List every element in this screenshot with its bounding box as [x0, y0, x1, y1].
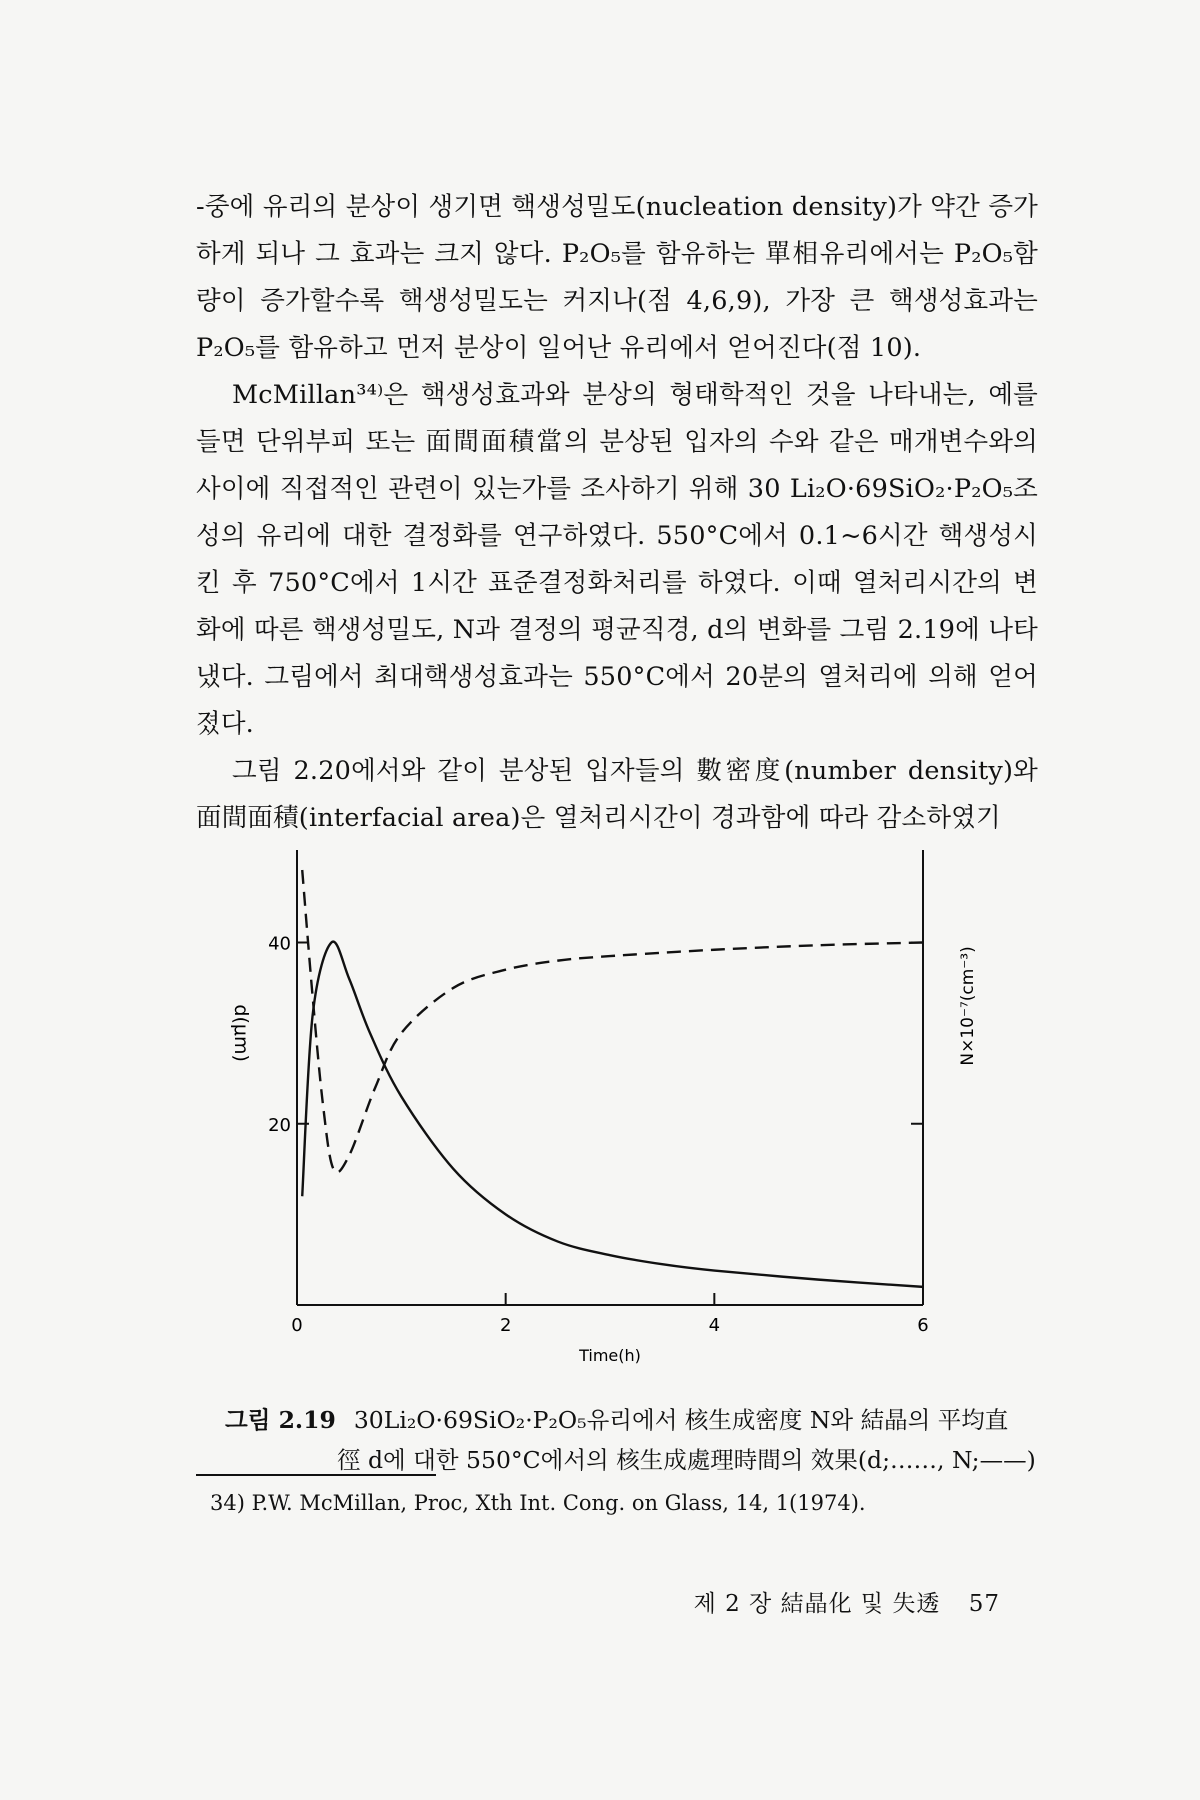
chapter-title: 제 2 장 結晶化 및 失透: [693, 1591, 941, 1617]
paragraph-3: 그림 2.20에서와 같이 분상된 입자들의 數密度(number density)와 面間面積(interfacial area)은 열처리시간이 경과함에 따라 감소하였기: [196, 756, 1038, 833]
page-number: 57: [968, 1591, 1000, 1617]
footnote: 34) P.W. McMillan, Proc, Xth Int. Cong. on Glass, 14, 1(1974).: [210, 1491, 866, 1515]
y-axis-label-right: N×10⁻⁷(cm⁻³): [958, 946, 978, 1066]
series-line-N: [302, 870, 923, 1172]
x-tick-label: 0: [291, 1315, 303, 1336]
body-text: [196, 184, 1038, 842]
caption-line-1: [225, 1400, 1055, 1440]
y-tick-label: 40: [268, 933, 291, 955]
x-tick-label: 4: [708, 1315, 721, 1336]
figure-2-19: [205, 850, 1025, 1370]
figure-caption: [225, 1400, 1055, 1480]
series-line-d: [302, 942, 923, 1287]
paragraph-1: -중에 유리의 분상이 생기면 핵생성밀도(nucleation density)가 약간 증가하게 되나 그 효과는 크지 않다. P₂O₅를 함유하는 單相유리에서는 P₂O₅함량이 증가할수록 핵생성밀도는 커지나(점 4,6,9), 가장 큰 핵생성효과는 P₂O₅를 함유하고 먼저 분상이 일어난 유리에서 얻어진다(점 10).: [196, 192, 1038, 363]
page-footer: [694, 1585, 1000, 1618]
nucleation-chart: [205, 850, 1025, 1370]
x-axis-label: Time(h): [579, 1346, 641, 1365]
y-tick-label: 20: [268, 1114, 291, 1136]
y-axis-label-left: d(μm): [230, 1004, 252, 1062]
footnote-divider: [196, 1474, 436, 1476]
paragraph-2: McMillan³⁴⁾은 핵생성효과와 분상의 형태학적인 것을 나타내는, 예를 들면 단위부피 또는 面間面積當의 분상된 입자의 수와 같은 매개변수와의 사이에 직접적인 관련이 있는가를 조사하기 위해 30 Li₂O·69SiO₂·P₂O₅조성의 유리에 대한 결정화를 연구하였다. 550°C에서 0.1~6시간 핵생성시킨 후 750°C에서 1시간 표준결정화처리를 하였다. 이때 열처리시간의 변화에 따른 핵생성밀도, N과 결정의 평균직경, d의 변화를 그림 2.19에 나타냈다. 그림에서 최대핵생성효과는 550°C에서 20분의 열처리에 의해 얻어졌다.: [196, 380, 1038, 739]
x-tick-label: 2: [499, 1315, 512, 1336]
caption-line-2: 徑 d에 대한 550°C에서의 核生成處理時間의 效果(d;……, N;——): [337, 1446, 1036, 1474]
caption-text-1: 30Li₂O·69SiO₂·P₂O₅유리에서 核生成密度 N와 結晶의 平均直: [353, 1406, 1009, 1434]
x-tick-label: 6: [917, 1315, 929, 1336]
caption-label: 그림 2.19: [225, 1406, 336, 1434]
